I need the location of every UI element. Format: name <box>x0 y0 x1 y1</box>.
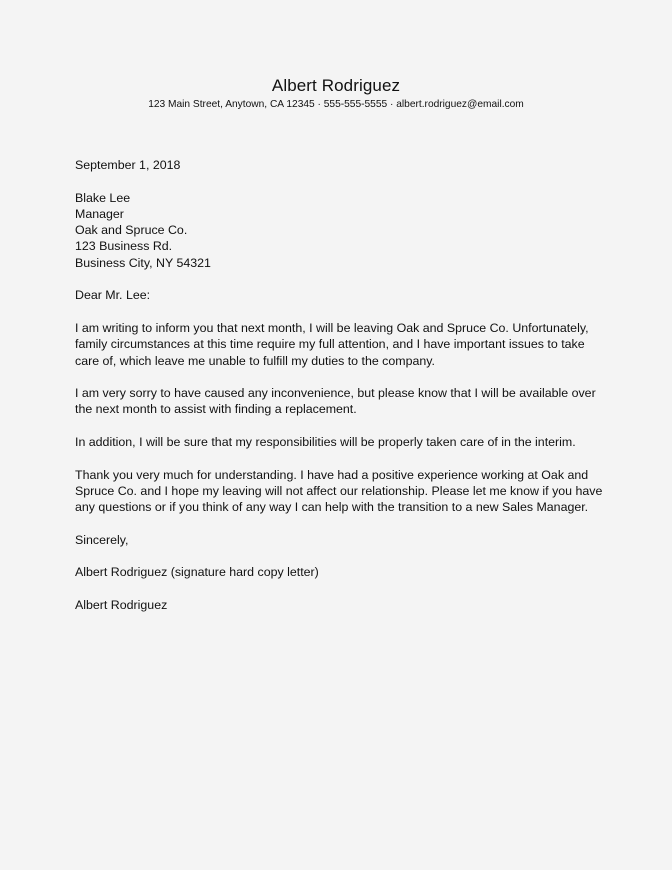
signature-note: Albert Rodriguez (signature hard copy letter) <box>75 565 319 580</box>
salutation: Dear Mr. Lee: <box>75 288 151 303</box>
recipient-company: Oak and Spruce Co. <box>75 223 188 238</box>
recipient-city: Business City, NY 54321 <box>75 255 211 270</box>
sender-contact-line: 123 Main Street, Anytown, CA 12345 · 555-555-5555 · albert.rodriguez@email.com <box>148 99 524 110</box>
letter-body <box>75 157 605 613</box>
recipient-address <box>75 190 605 271</box>
letter-date: September 1, 2018 <box>75 158 181 172</box>
closing: Sincerely, <box>75 532 129 547</box>
letterhead <box>0 76 672 111</box>
paragraph-3: In addition, I will be sure that my responsibilities will be properly taken care of in the interim. <box>75 435 576 450</box>
paragraph-1: I am writing to inform you that next month, I will be leaving Oak and Spruce Co. Unfortunately, family circumstances at this time require my full attention, and I have important issues to take care of, which leave me unable to fulfill my duties to the company. <box>75 320 589 368</box>
recipient-name: Blake Lee <box>75 190 131 205</box>
recipient-street: 123 Business Rd. <box>75 239 173 254</box>
typed-name: Albert Rodriguez <box>75 598 168 613</box>
paragraph-4: Thank you very much for understanding. I have had a positive experience working at Oak and Spruce Co. and I hope my leaving will not affect our relationship. Please let me know if you have any questions or if you think of any way I can help with the transition to a new Sales Manager. <box>75 467 603 515</box>
recipient-title: Manager <box>75 206 124 221</box>
paragraph-2: I am very sorry to have caused any inconvenience, but please know that I will be available over the next month to assist with finding a replacement. <box>75 386 596 417</box>
sender-name: Albert Rodriguez <box>271 76 401 95</box>
